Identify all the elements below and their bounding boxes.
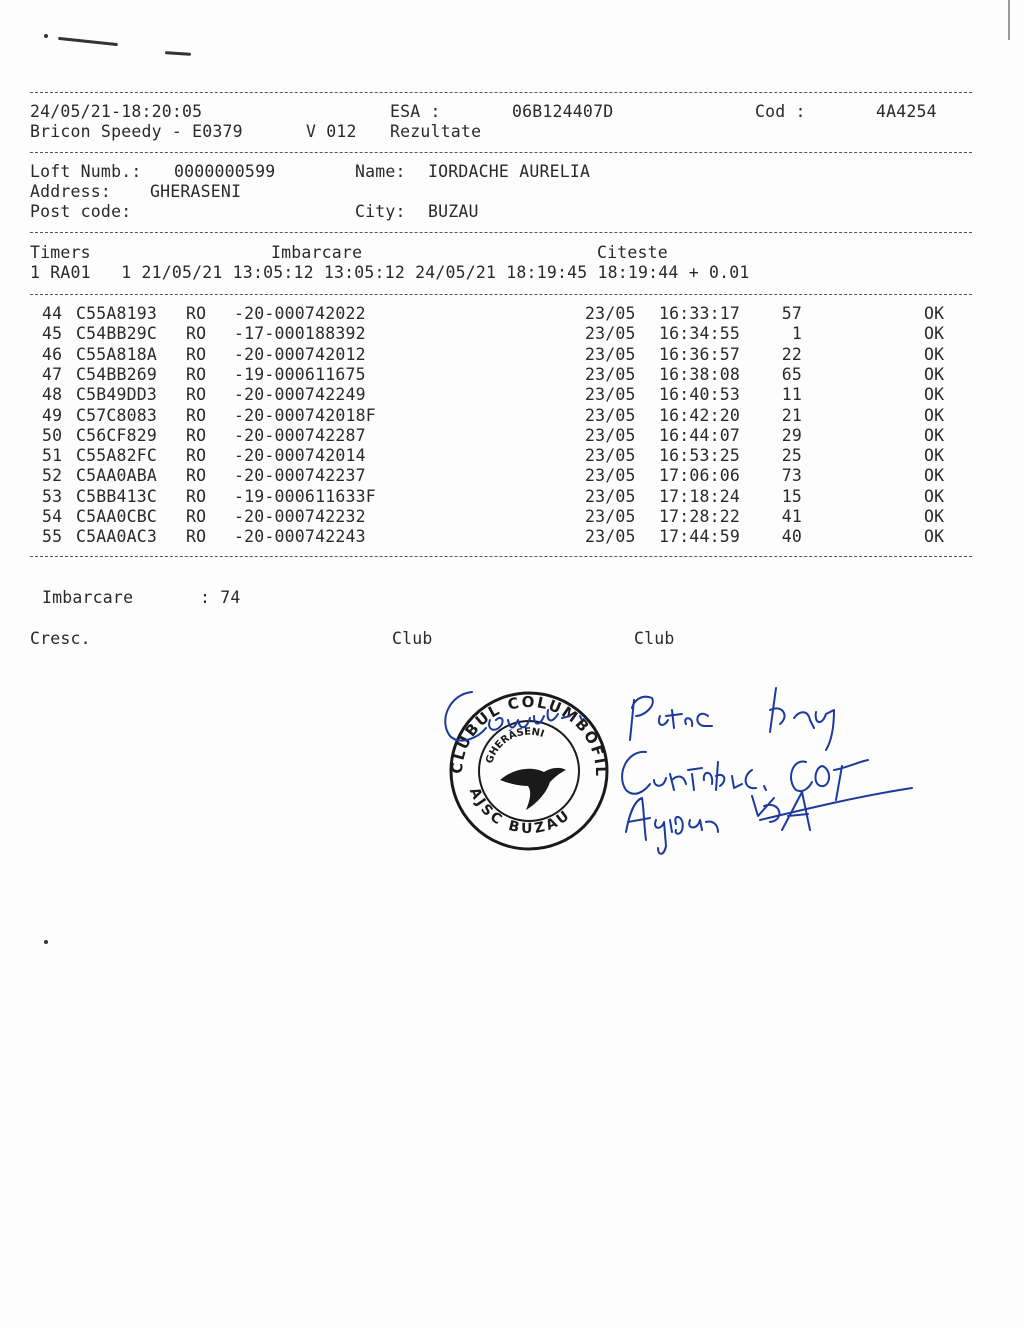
row-chip-id: C54BB269 bbox=[76, 364, 158, 384]
paper-edge bbox=[1008, 0, 1010, 40]
row-country: RO bbox=[186, 507, 207, 526]
row-date: 23/05 bbox=[585, 324, 636, 344]
timer-line: 1 RA01 1 21/05/21 13:05:12 13:05:12 24/05/21 18:19:45 18:19:44 + 0.01 bbox=[30, 263, 750, 282]
name-value: IORDACHE AURELIA bbox=[428, 162, 591, 181]
cod-value: 4A4254 bbox=[876, 102, 937, 121]
row-chip-id: C5AA0ABA bbox=[76, 466, 158, 486]
staple-mark bbox=[165, 51, 191, 56]
separator bbox=[30, 152, 972, 153]
row-date: 23/05 bbox=[585, 466, 636, 486]
name-label: Name: bbox=[355, 162, 406, 181]
row-position: 55 bbox=[42, 527, 63, 547]
result-row bbox=[0, 324, 1024, 344]
row-ring-number: -20-000742243 bbox=[234, 527, 366, 547]
device-name: Bricon Speedy - E0379 bbox=[30, 122, 243, 141]
report-type: Rezultate bbox=[390, 122, 482, 141]
signature-constantin bbox=[622, 752, 868, 800]
row-position: 47 bbox=[42, 364, 63, 384]
separator bbox=[30, 556, 972, 557]
row-country: RO bbox=[186, 344, 207, 364]
row-chip-id: C56CF829 bbox=[76, 425, 158, 445]
imbarcare-total-value: : 74 bbox=[200, 588, 241, 607]
row-time: 17:06:06 bbox=[659, 466, 741, 486]
club-label: Club bbox=[634, 629, 675, 648]
row-time: 17:28:22 bbox=[659, 507, 741, 526]
stamp-top-text: CLUBUL COLUMBOFIL bbox=[447, 692, 611, 779]
row-country: RO bbox=[186, 364, 207, 384]
result-row bbox=[0, 527, 1024, 547]
row-chip-id: C55A8193 bbox=[76, 304, 158, 323]
row-position: 52 bbox=[42, 466, 63, 486]
loft-number-value: 0000000599 bbox=[174, 162, 276, 181]
row-country: RO bbox=[186, 446, 207, 466]
esa-value: 06B124407D bbox=[512, 102, 614, 121]
esa-label: ESA : bbox=[390, 102, 441, 121]
row-chip-id: C5BB413C bbox=[76, 486, 158, 506]
row-ring-number: -20-000742012 bbox=[234, 344, 366, 364]
imbarcare-total-label: Imbarcare bbox=[42, 588, 134, 607]
row-ring-number: -20-000742018F bbox=[234, 405, 376, 425]
cod-label: Cod : bbox=[755, 102, 806, 121]
row-status: OK bbox=[924, 486, 945, 506]
row-position: 46 bbox=[42, 344, 63, 364]
result-row bbox=[0, 446, 1024, 466]
result-row bbox=[0, 406, 1024, 426]
row-ring-number: -20-000742237 bbox=[234, 466, 366, 486]
city-label: City: bbox=[355, 202, 406, 221]
row-status: OK bbox=[924, 344, 945, 364]
row-position: 49 bbox=[42, 405, 63, 425]
signature-comisie bbox=[445, 692, 582, 741]
row-country: RO bbox=[186, 405, 207, 425]
row-number: 25 bbox=[781, 446, 802, 466]
result-row bbox=[0, 365, 1024, 385]
row-status: OK bbox=[924, 507, 945, 526]
row-number: 73 bbox=[781, 466, 802, 486]
citeste-header: Citeste bbox=[597, 243, 668, 262]
city-value: BUZAU bbox=[428, 202, 479, 221]
row-chip-id: C55A818A bbox=[76, 344, 158, 364]
row-time: 17:44:59 bbox=[659, 527, 741, 547]
row-ring-number: -20-000742249 bbox=[234, 385, 366, 405]
stamp-center-text: GHERĂSENI bbox=[484, 726, 546, 765]
row-country: RO bbox=[186, 425, 207, 445]
row-position: 45 bbox=[42, 324, 63, 344]
separator bbox=[30, 294, 972, 295]
row-ring-number: -19-000611633F bbox=[234, 486, 376, 506]
row-position: 44 bbox=[42, 304, 63, 323]
address-label: Address: bbox=[30, 182, 112, 201]
address-value: GHERASENI bbox=[150, 182, 242, 201]
result-row bbox=[0, 426, 1024, 446]
row-number: 41 bbox=[781, 507, 802, 526]
result-row bbox=[0, 345, 1024, 365]
row-date: 23/05 bbox=[585, 304, 636, 323]
row-ring-number: -20-000742232 bbox=[234, 507, 366, 526]
row-ring-number: -20-000742287 bbox=[234, 425, 366, 445]
separator bbox=[30, 232, 972, 233]
result-row bbox=[0, 507, 1024, 527]
row-ring-number: -19-000611675 bbox=[234, 364, 366, 384]
row-number: 57 bbox=[781, 304, 802, 323]
row-chip-id: C57C8083 bbox=[76, 405, 158, 425]
row-status: OK bbox=[924, 446, 945, 466]
row-chip-id: C55A82FC bbox=[76, 446, 158, 466]
row-country: RO bbox=[186, 486, 207, 506]
result-row bbox=[0, 466, 1024, 486]
row-number: 40 bbox=[781, 527, 802, 547]
row-time: 16:38:08 bbox=[659, 364, 741, 384]
result-row bbox=[0, 385, 1024, 405]
row-chip-id: C5AA0CBC bbox=[76, 507, 158, 526]
staple-mark bbox=[58, 37, 118, 46]
row-time: 16:34:55 bbox=[659, 324, 741, 344]
imbarcare-header: Imbarcare bbox=[271, 243, 363, 262]
row-time: 16:42:20 bbox=[659, 405, 741, 425]
row-number: 29 bbox=[781, 425, 802, 445]
loft-number-label: Loft Numb.: bbox=[30, 162, 142, 181]
row-ring-number: -20-000742022 bbox=[234, 304, 366, 323]
committee-signatures bbox=[430, 680, 920, 870]
row-status: OK bbox=[924, 304, 945, 323]
row-status: OK bbox=[924, 466, 945, 486]
row-country: RO bbox=[186, 466, 207, 486]
row-position: 54 bbox=[42, 507, 63, 526]
stamp-bottom-text: AJSC BUZAU bbox=[465, 785, 575, 838]
row-number: 11 bbox=[781, 385, 802, 405]
row-number: 65 bbox=[781, 364, 802, 384]
row-time: 16:40:53 bbox=[659, 385, 741, 405]
punch-dot bbox=[44, 940, 48, 944]
row-status: OK bbox=[924, 364, 945, 384]
row-date: 23/05 bbox=[585, 364, 636, 384]
row-time: 16:36:57 bbox=[659, 344, 741, 364]
row-chip-id: C54BB29C bbox=[76, 324, 158, 344]
row-number: 15 bbox=[781, 486, 802, 506]
row-time: 16:44:07 bbox=[659, 425, 741, 445]
separator bbox=[30, 92, 972, 93]
signature-petcu bbox=[630, 688, 834, 750]
punch-dot bbox=[44, 34, 48, 38]
row-date: 23/05 bbox=[585, 486, 636, 506]
timers-label: Timers bbox=[30, 243, 91, 262]
row-status: OK bbox=[924, 425, 945, 445]
row-time: 16:33:17 bbox=[659, 304, 741, 323]
row-date: 23/05 bbox=[585, 385, 636, 405]
row-country: RO bbox=[186, 324, 207, 344]
row-status: OK bbox=[924, 527, 945, 547]
row-date: 23/05 bbox=[585, 527, 636, 547]
row-country: RO bbox=[186, 385, 207, 405]
row-status: OK bbox=[924, 405, 945, 425]
row-date: 23/05 bbox=[585, 344, 636, 364]
row-date: 23/05 bbox=[585, 405, 636, 425]
row-status: OK bbox=[924, 385, 945, 405]
row-position: 48 bbox=[42, 385, 63, 405]
postcode-label: Post code: bbox=[30, 202, 132, 221]
report-datetime: 24/05/21-18:20:05 bbox=[30, 102, 203, 121]
cresc-label: Cresc. bbox=[30, 629, 91, 648]
row-time: 16:53:25 bbox=[659, 446, 741, 466]
row-number: 22 bbox=[781, 344, 802, 364]
row-number: 1 bbox=[791, 324, 802, 344]
row-time: 17:18:24 bbox=[659, 486, 741, 506]
row-date: 23/05 bbox=[585, 507, 636, 526]
row-number: 21 bbox=[781, 405, 802, 425]
club-label: Club bbox=[392, 629, 433, 648]
result-row bbox=[0, 304, 1024, 324]
row-position: 50 bbox=[42, 425, 63, 445]
row-position: 53 bbox=[42, 486, 63, 506]
row-position: 51 bbox=[42, 446, 63, 466]
row-date: 23/05 bbox=[585, 446, 636, 466]
row-date: 23/05 bbox=[585, 425, 636, 445]
result-row bbox=[0, 487, 1024, 507]
row-status: OK bbox=[924, 324, 945, 344]
row-chip-id: C5AA0AC3 bbox=[76, 527, 158, 547]
device-version: V 012 bbox=[306, 122, 357, 141]
row-chip-id: C5B49DD3 bbox=[76, 385, 158, 405]
row-ring-number: -20-000742014 bbox=[234, 446, 366, 466]
row-ring-number: -17-000188392 bbox=[234, 324, 366, 344]
row-country: RO bbox=[186, 527, 207, 547]
signature-argisanu bbox=[626, 788, 912, 854]
row-country: RO bbox=[186, 304, 207, 323]
